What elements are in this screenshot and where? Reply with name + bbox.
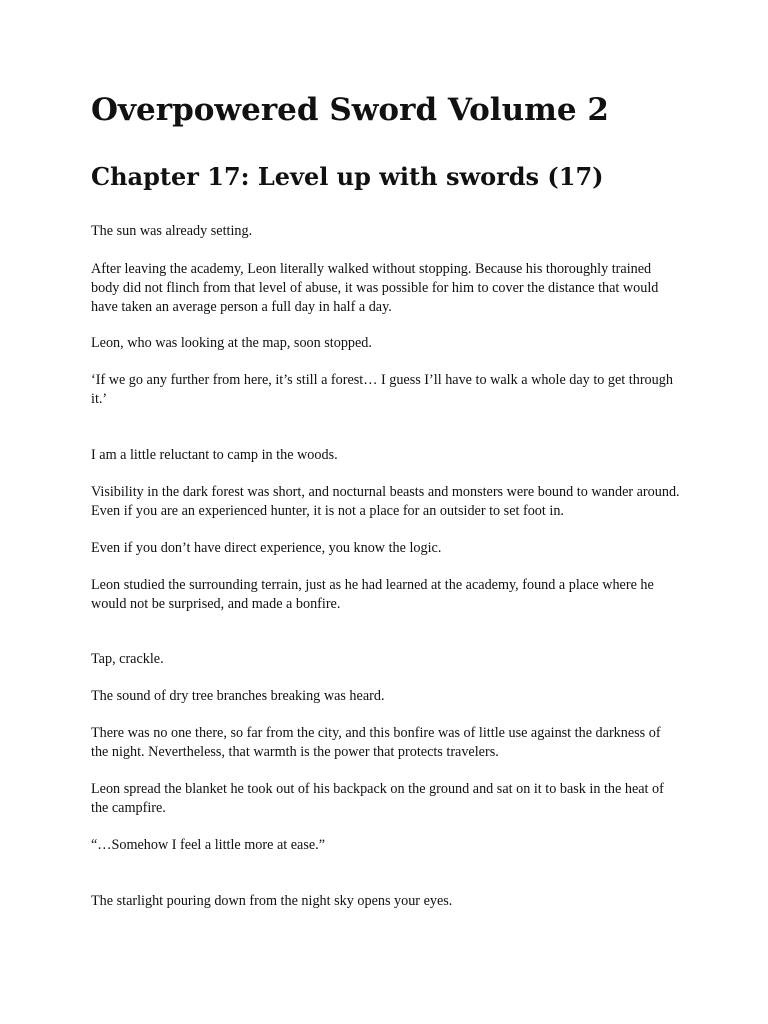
paragraph: There was no one there, so far from the city, and this bonfire was of little use against the darkness of the night. Nevertheless, that warmth is the power that protects travelers. [91,725,661,760]
paragraph: Leon spread the blanket he took out of his backpack on the ground and sat on it to bask in the heat of the campfire. [91,781,664,816]
paragraph: The starlight pouring down from the night sky opens your eyes. [91,893,453,909]
paragraph: Visibility in the dark forest was short, and nocturnal beasts and monsters were bound to wander around. Even if you are an experienced hunter, it is not a place for an outsider to set foot in. [91,484,680,519]
document-title: Overpowered Sword Volume 2 [91,92,609,128]
chapter-title: Chapter 17: Level up with swords (17) [91,162,604,191]
paragraph: Leon studied the surrounding terrain, just as he had learned at the academy, found a place where he would not be surprised, and made a bonfire. [91,577,654,612]
paragraph: Leon, who was looking at the map, soon stopped. [91,335,372,351]
paragraph: Even if you don’t have direct experience, you know the logic. [91,540,442,556]
paragraph: The sun was already setting. [91,223,253,239]
paragraph: “…Somehow I feel a little more at ease.” [91,837,325,853]
paragraph: ‘If we go any further from here, it’s still a forest… I guess I’ll have to walk a whole day to get through it.’ [91,372,673,407]
paragraph: I am a little reluctant to camp in the woods. [91,447,338,463]
paragraph: After leaving the academy, Leon literally walked without stopping. Because his thoroughly trained body did not flinch from that level of abuse, it was possible for him to cover the distance that would have taken an average person a full day in half a day. [91,261,659,315]
paragraph: The sound of dry tree branches breaking was heard. [91,688,385,704]
paragraph: Tap, crackle. [91,651,164,667]
